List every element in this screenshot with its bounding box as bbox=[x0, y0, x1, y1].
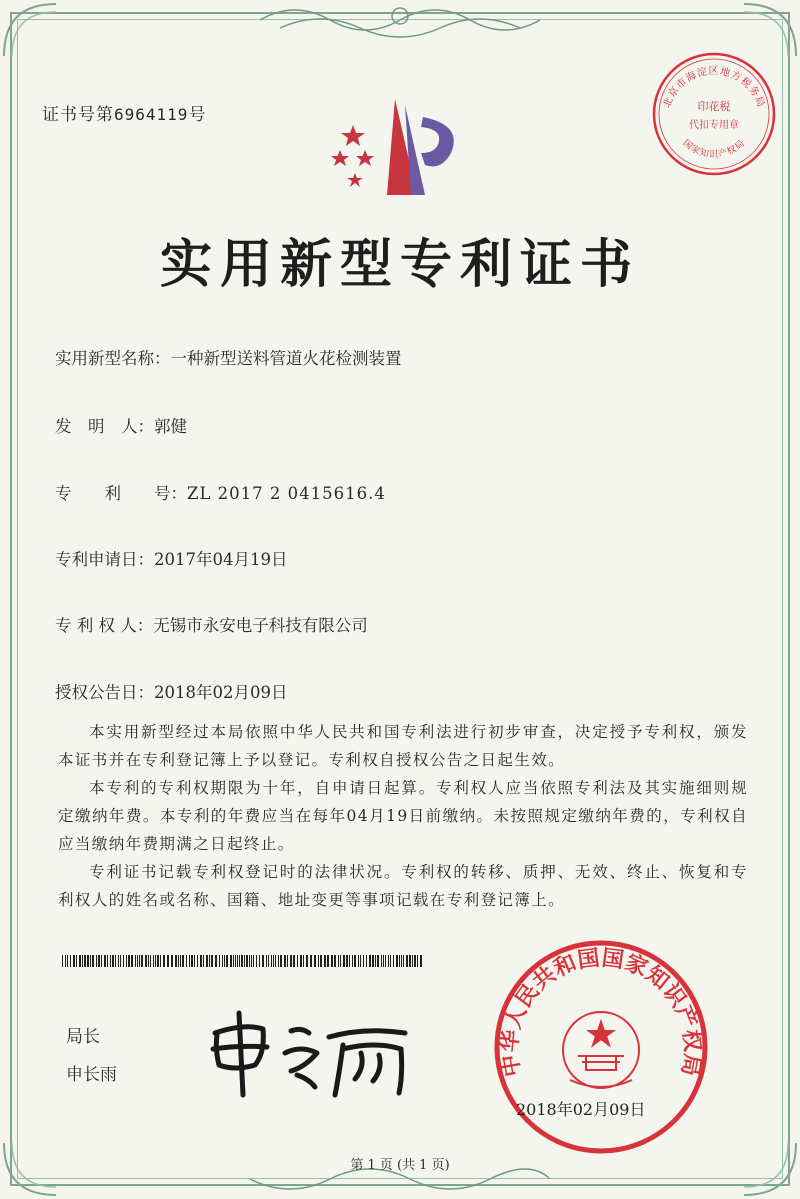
barcode-bar bbox=[137, 955, 138, 967]
barcode-bar bbox=[300, 955, 302, 967]
barcode-bar bbox=[377, 955, 379, 967]
barcode-bar bbox=[84, 955, 86, 967]
barcode-bar bbox=[112, 955, 114, 967]
barcode-bar bbox=[406, 955, 408, 967]
field-value: 2018年02月09日 bbox=[154, 683, 288, 702]
svg-text:国家知识产权局 bbox=[681, 138, 748, 161]
certificate-title: 实用新型专利证书 bbox=[159, 235, 640, 295]
barcode-bar bbox=[211, 955, 213, 967]
barcode-bar bbox=[385, 955, 386, 967]
barcode-bar bbox=[343, 955, 345, 967]
barcode-bar bbox=[262, 955, 264, 967]
barcode-bar bbox=[186, 955, 187, 967]
barcode-bar bbox=[90, 955, 91, 967]
barcode-bar bbox=[358, 955, 359, 967]
barcode-bar bbox=[297, 955, 298, 967]
barcode-bar bbox=[417, 955, 418, 967]
field-label: 实用新型名称： bbox=[55, 349, 171, 368]
field-utility-model-name bbox=[55, 345, 402, 369]
barcode-bar bbox=[171, 955, 173, 967]
barcode-bar bbox=[141, 955, 143, 967]
barcode-bar bbox=[369, 955, 371, 967]
barcode-bar bbox=[135, 955, 136, 967]
barcode-bar bbox=[266, 955, 267, 967]
barcode-bar bbox=[182, 955, 184, 967]
barcode-bar bbox=[320, 955, 322, 967]
barcode-bar bbox=[314, 955, 316, 967]
barcode-bar bbox=[82, 955, 83, 967]
body-paragraph-3: 专利证书记载专利权登记时的法律状况。专利权的转移、质押、无效、终止、恢复和专利权人的姓名或名称、国籍、地址变更等事项记载在专利登记簿上。 bbox=[58, 863, 748, 909]
tax-seal-inner-2: 代扣专用章 bbox=[689, 120, 739, 131]
barcode-bar bbox=[120, 955, 121, 967]
barcode-bar bbox=[87, 955, 89, 967]
barcode-bar bbox=[273, 955, 274, 967]
corner-ornament-tl bbox=[0, 0, 60, 60]
barcode-bar bbox=[167, 955, 169, 967]
barcode-bar bbox=[420, 955, 422, 967]
barcode-bar bbox=[268, 955, 269, 967]
barcode-bar bbox=[239, 955, 240, 967]
barcode-bar bbox=[79, 955, 81, 967]
national-emblem-icon bbox=[563, 1012, 639, 1088]
barcode-bar bbox=[157, 955, 159, 967]
barcode-bar bbox=[191, 955, 193, 967]
barcode-bar bbox=[224, 955, 225, 967]
field-value: 2017年04月19日 bbox=[154, 550, 288, 569]
field-value: 一种新型送料管道火花检测装置 bbox=[170, 349, 402, 368]
barcode-bar bbox=[150, 955, 151, 967]
page-number: 第 1 页 (共 1 页) bbox=[350, 1158, 450, 1173]
barcode-bar bbox=[278, 955, 279, 967]
barcode-bar bbox=[189, 955, 190, 967]
certificate-number-value: 6964119 bbox=[114, 105, 189, 124]
director-title: 局长 bbox=[66, 1027, 100, 1047]
barcode-bar bbox=[352, 955, 353, 967]
director-name: 申长雨 bbox=[66, 1065, 117, 1085]
barcode-bar bbox=[414, 955, 416, 967]
field-patentee bbox=[55, 612, 368, 636]
barcode-bar bbox=[244, 955, 245, 967]
barcode-bar bbox=[327, 955, 329, 967]
barcode-bar bbox=[153, 955, 154, 967]
barcode-bar bbox=[366, 955, 367, 967]
barcode-bar bbox=[324, 955, 326, 967]
barcode-bar bbox=[318, 955, 319, 967]
barcode-bar bbox=[412, 955, 413, 967]
barcode-bar bbox=[148, 955, 149, 967]
barcode-bar bbox=[383, 955, 384, 967]
official-seal-stamp bbox=[492, 938, 710, 1156]
barcode-bar bbox=[96, 955, 97, 967]
field-application-date bbox=[55, 546, 287, 570]
barcode-bar bbox=[203, 955, 204, 967]
barcode-bar bbox=[107, 955, 108, 967]
body-paragraph-1: 本实用新型经过本局依照中华人民共和国专利法进行初步审查，决定授予专利权，颁发本证书并在专利登记簿上予以登记。专利权自授权公告之日起生效。 bbox=[58, 723, 748, 769]
field-value: 无锡市永安电子科技有限公司 bbox=[153, 616, 368, 635]
barcode-bar bbox=[246, 955, 248, 967]
barcode-bar bbox=[197, 955, 198, 967]
barcode-bar bbox=[375, 955, 376, 967]
barcode-bar bbox=[126, 955, 127, 967]
barcode-bar bbox=[381, 955, 382, 967]
barcode bbox=[62, 955, 427, 967]
barcode-bar bbox=[334, 955, 336, 967]
field-label: 专 利 号： bbox=[55, 484, 187, 503]
barcode-bar bbox=[290, 955, 292, 967]
barcode-bar bbox=[388, 955, 389, 967]
barcode-bar bbox=[101, 955, 102, 967]
barcode-bar bbox=[222, 955, 223, 967]
barcode-bar bbox=[399, 955, 400, 967]
barcode-bar bbox=[128, 955, 130, 967]
field-patent-number bbox=[55, 480, 386, 504]
barcode-bar bbox=[175, 955, 177, 967]
barcode-bar bbox=[253, 955, 254, 967]
barcode-bar bbox=[390, 955, 391, 967]
field-grant-date bbox=[55, 679, 287, 703]
top-ornament bbox=[260, 0, 540, 40]
field-label: 授权公告日： bbox=[55, 683, 154, 702]
barcode-bar bbox=[401, 955, 402, 967]
barcode-bar bbox=[251, 955, 252, 967]
barcode-bar bbox=[194, 955, 195, 967]
barcode-bar bbox=[363, 955, 364, 967]
barcode-bar bbox=[256, 955, 257, 967]
certificate-number bbox=[42, 100, 206, 125]
barcode-bar bbox=[233, 955, 234, 967]
barcode-bar bbox=[178, 955, 179, 967]
barcode-bar bbox=[306, 955, 308, 967]
barcode-bar bbox=[230, 955, 232, 967]
barcode-bar bbox=[110, 955, 111, 967]
field-value: ZL 2017 2 0415616.4 bbox=[187, 484, 386, 503]
barcode-bar bbox=[293, 955, 295, 967]
barcode-bar bbox=[160, 955, 161, 967]
barcode-bar bbox=[331, 955, 333, 967]
barcode-bar bbox=[155, 955, 156, 967]
field-label: 发 明 人： bbox=[55, 417, 154, 436]
issue-date: 2018年02月09日 bbox=[516, 1100, 646, 1119]
barcode-bar bbox=[403, 955, 404, 967]
barcode-bar bbox=[275, 955, 276, 967]
barcode-bar bbox=[123, 955, 124, 967]
barcode-bar bbox=[70, 955, 71, 967]
barcode-bar bbox=[118, 955, 119, 967]
certificate-number-label: 证书号第 bbox=[42, 105, 114, 125]
barcode-bar bbox=[287, 955, 288, 967]
barcode-bar bbox=[219, 955, 220, 967]
barcode-bar bbox=[280, 955, 282, 967]
barcode-bar bbox=[354, 955, 356, 967]
barcode-bar bbox=[115, 955, 116, 967]
barcode-bar bbox=[92, 955, 94, 967]
barcode-bar bbox=[338, 955, 339, 967]
official-seal-text: 中华人民共和国国家知识产权局 bbox=[497, 945, 705, 1079]
barcode-bar bbox=[259, 955, 260, 967]
barcode-bar bbox=[73, 955, 75, 967]
barcode-bar bbox=[284, 955, 286, 967]
barcode-bar bbox=[237, 955, 238, 967]
barcode-bar bbox=[104, 955, 106, 967]
field-label: 专 利 权 人： bbox=[55, 616, 154, 635]
barcode-bar bbox=[131, 955, 133, 967]
barcode-bar bbox=[271, 955, 272, 967]
barcode-bar bbox=[76, 955, 77, 967]
barcode-bar bbox=[303, 955, 304, 967]
barcode-bar bbox=[393, 955, 394, 967]
barcode-bar bbox=[215, 955, 217, 967]
barcode-bar bbox=[145, 955, 147, 967]
barcode-bar bbox=[180, 955, 181, 967]
field-inventor bbox=[55, 413, 187, 437]
barcode-bar bbox=[206, 955, 208, 967]
barcode-bar bbox=[360, 955, 361, 967]
tax-seal-inner-1: 印花税 bbox=[697, 100, 731, 113]
barcode-bar bbox=[346, 955, 348, 967]
barcode-bar bbox=[163, 955, 165, 967]
barcode-bar bbox=[349, 955, 350, 967]
certificate-number-suffix: 号 bbox=[188, 105, 207, 125]
body-paragraph-2: 本专利的专利权期限为十年，自申请日起算。专利权人应当依照专利法及其实施细则规定缴纳年费。本专利的年费应当在每年04月19日前缴纳。未按照规定缴纳年费的，专利权自应当缴纳年费期满之日起终止。 bbox=[58, 779, 748, 853]
barcode-bar bbox=[62, 955, 63, 967]
barcode-bar bbox=[226, 955, 228, 967]
barcode-bar bbox=[409, 955, 411, 967]
barcode-bar bbox=[235, 955, 236, 967]
tax-seal-bottom-text: 国家知识产权局 bbox=[680, 138, 748, 161]
barcode-bar bbox=[98, 955, 100, 967]
barcode-bar bbox=[310, 955, 312, 967]
barcode-bar bbox=[65, 955, 66, 967]
barcode-bar bbox=[340, 955, 341, 967]
tax-seal-ring-text: 北京市海淀区地方税务局 bbox=[661, 66, 767, 110]
field-label: 专利申请日： bbox=[55, 550, 154, 569]
barcode-bar bbox=[139, 955, 140, 967]
barcode-bar bbox=[209, 955, 210, 967]
barcode-bar bbox=[396, 955, 398, 967]
barcode-bar bbox=[241, 955, 243, 967]
barcode-bar bbox=[200, 955, 202, 967]
barcode-bar bbox=[372, 955, 374, 967]
barcode-bar bbox=[249, 955, 250, 967]
barcode-bar bbox=[67, 955, 68, 967]
field-value: 郭健 bbox=[154, 417, 187, 436]
cnipa-logo-icon bbox=[325, 95, 475, 205]
tax-seal-stamp bbox=[650, 50, 778, 178]
handwritten-signature bbox=[205, 1005, 415, 1100]
certificate-body bbox=[58, 718, 748, 914]
